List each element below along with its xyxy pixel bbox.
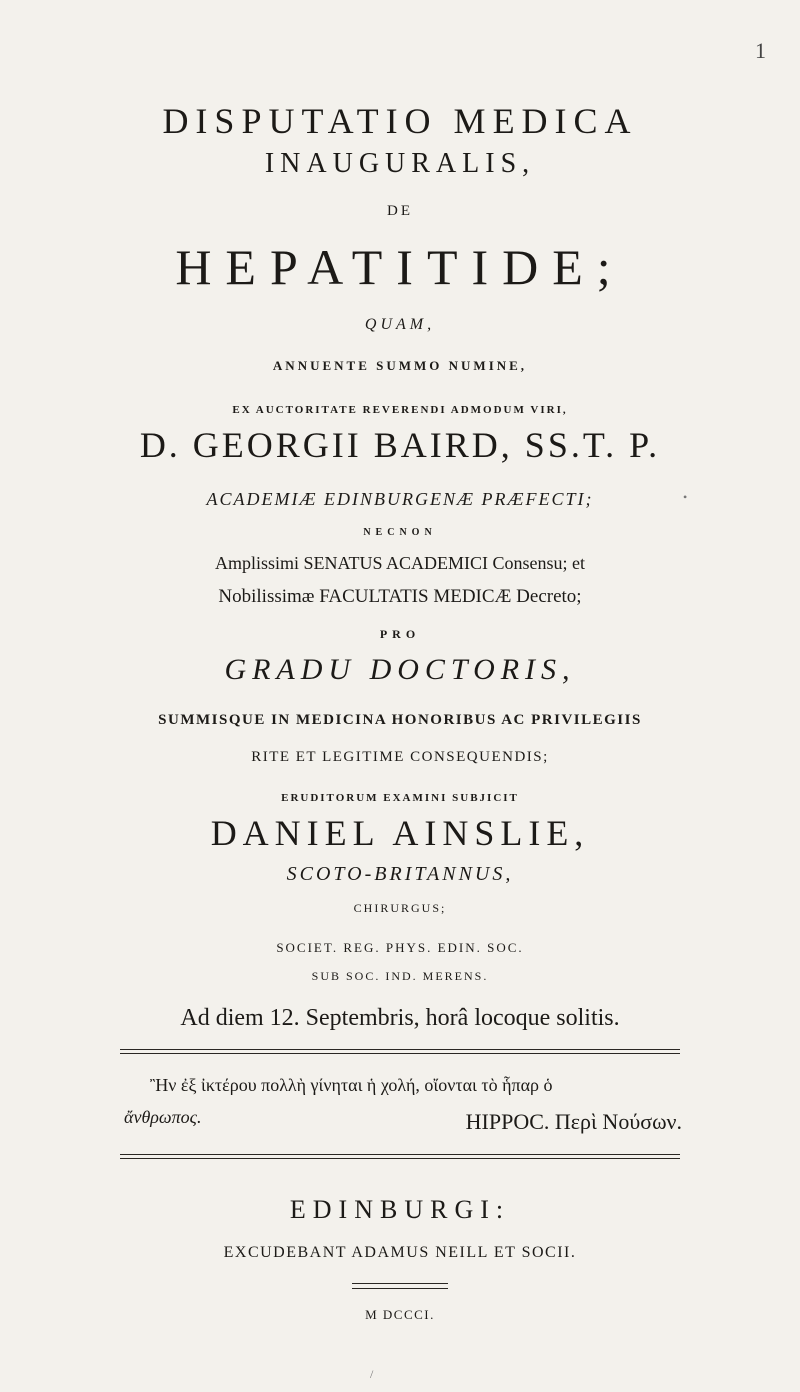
honoribus-line: SUMMISQUE IN MEDICINA HONORIBUS AC PRIVILEGIIS: [158, 712, 642, 728]
quam-line: QUAM,: [364, 316, 436, 333]
short-rule: [352, 1283, 448, 1284]
examini-line: ERUDITORUM EXAMINI SUBJICIT: [281, 792, 519, 804]
title-subject: HEPATITIDE;: [175, 239, 625, 295]
page-mark: 1: [755, 38, 766, 63]
short-rule: [352, 1288, 448, 1289]
epigraph-source: HIPPOC. Περὶ Νούσων.: [465, 1109, 682, 1134]
academiae-line: ACADEMIÆ EDINBURGENÆ PRÆFECTI;: [206, 489, 594, 509]
necnon-line: NECNON: [363, 527, 437, 538]
author-name: DANIEL AINSLIE,: [210, 813, 590, 853]
divider-rule: [120, 1049, 680, 1050]
senatus-line: Amplissimi SENATUS ACADEMICI Consensu; et: [214, 553, 586, 573]
pro-line: PRO: [379, 627, 421, 641]
imprint-printer: EXCUDEBANT ADAMUS NEILL ET SOCII.: [223, 1244, 577, 1261]
gradu-doctoris: GRADU DOCTORIS,: [224, 653, 576, 686]
date-line: Ad diem 12. Septembris, horâ locoque solitis.: [180, 1005, 620, 1031]
rite-line: RITE ET LEGITIME CONSEQUENDIS;: [251, 749, 549, 765]
society-line-1: SOCIET. REG. PHYS. EDIN. SOC.: [276, 940, 524, 955]
epigraph-greek-line-1: Ἢν ἐξ ἰκτέρου πολλὴ γίνηται ἡ χολή, οἴονται τὸ ἧπαρ ὁ: [150, 1075, 553, 1095]
facultatis-line: Nobilissimæ FACULTATIS MEDICÆ Decreto;: [218, 586, 582, 607]
title-line-2: INAUGURALIS,: [264, 148, 536, 179]
ink-speck: /: [370, 1367, 374, 1381]
auctoritate-line: EX AUCTORITATE REVERENDI ADMODUM VIRI,: [232, 404, 568, 416]
title-de: DE: [387, 203, 413, 219]
author-profession: CHIRURGUS;: [353, 901, 447, 915]
annuente-line: ANNUENTE SUMMO NUMINE,: [272, 358, 528, 373]
imprint-year: M DCCCI.: [365, 1307, 435, 1322]
author-nationality: SCOTO-BRITANNUS,: [286, 863, 514, 885]
divider-rule: [120, 1154, 680, 1155]
epigraph-greek-line-2: ἄνθρωπος.: [124, 1107, 202, 1127]
divider-rule: [120, 1053, 680, 1054]
praefectus-name: D. GEORGII BAIRD, SS.T. P.: [139, 425, 661, 465]
ink-speck: •: [683, 490, 688, 504]
title-line-1: DISPUTATIO MEDICA: [162, 101, 638, 141]
divider-rule: [120, 1158, 680, 1159]
imprint-city: EDINBURGI:: [289, 1195, 511, 1224]
society-line-2: SUB SOC. IND. MERENS.: [311, 969, 489, 983]
